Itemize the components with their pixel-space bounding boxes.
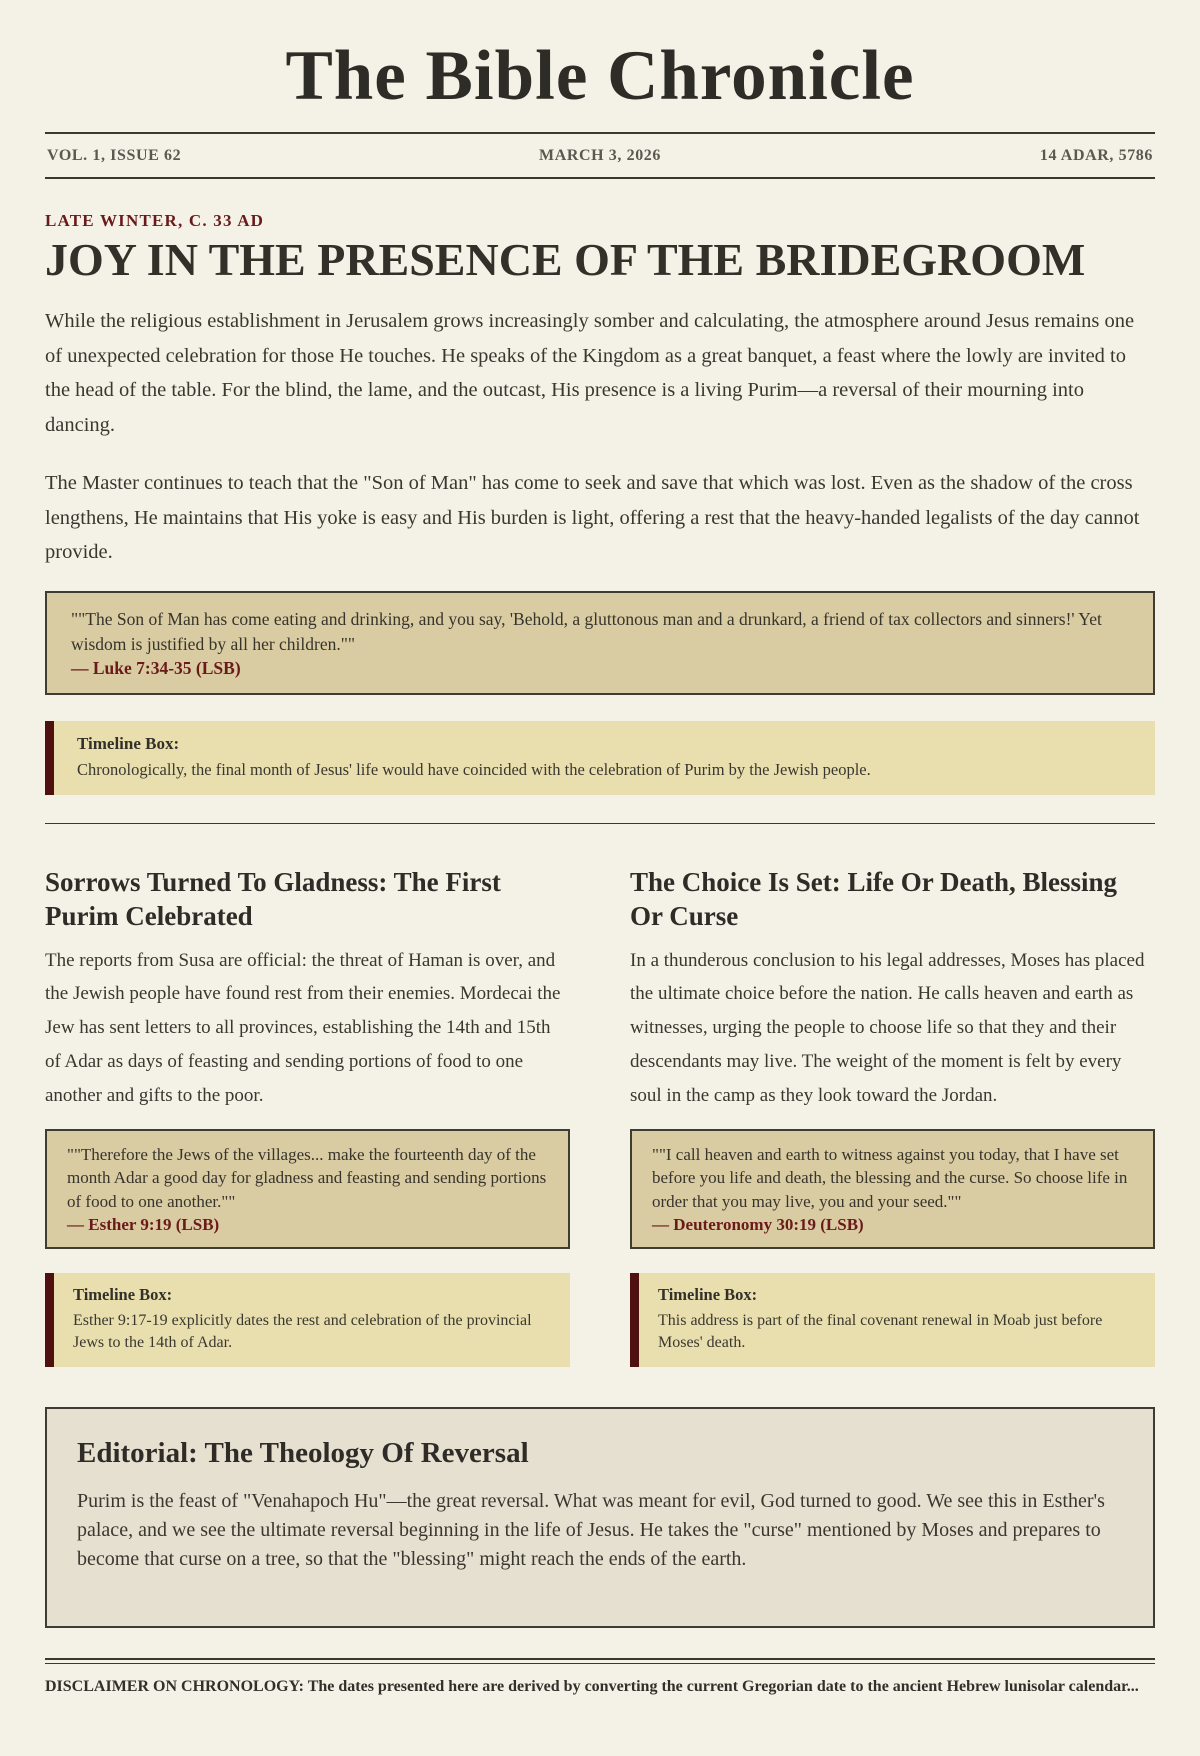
quote-citation: — Deuteronomy 30:19 (LSB) <box>652 1215 864 1235</box>
column-right-article <box>630 866 1155 1367</box>
quote-text: ""I call heaven and earth to witness against you today, that I have set before you life and death, the blessing and the curse. So choose life in order that you may live, you and your seed."" <box>652 1144 1128 1211</box>
timeline-box <box>45 721 1155 795</box>
quote-text: ""Therefore the Jews of the villages... make the fourteenth day of the month Adar a good day for gladness and feasting and sending portions of food to one another."" <box>67 1144 547 1211</box>
column-left-body: The reports from Susa are official: the threat of Haman is over, and the Jewish people have found rest from their enemies. Mordecai the Jew has sent letters to all provinces, establishing the 14th and 15th of Adar as days of feasting and sending portions of food to one another and gifts to the poor. <box>45 949 561 1106</box>
timeline-box-text: Chronologically, the final month of Jesus' life would have coincided with the celebration of Purim by the Jewish people. <box>77 759 871 779</box>
timeline-box <box>630 1273 1155 1367</box>
editorial-body: Purim is the feast of "Venahapoch Hu"—the great reversal. What was meant for evil, God turned to good. We see this in Esther's palace, and we see the ultimate reversal beginning in the life of Jesus. He takes the "curse" mentioned by Moses and prepares to become that curse on a tree, so that the "blessing" might reach the ends of the earth. <box>77 1489 1105 1570</box>
footer-double-rule <box>45 1658 1155 1664</box>
column-left-article <box>45 866 570 1367</box>
dateline-hebrew-date: 14 ADAR, 5786 <box>1039 146 1154 164</box>
masthead-title: The Bible Chronicle <box>285 37 915 115</box>
column-left-heading: Sorrows Turned To Gladness: The First Purim Celebrated <box>45 867 501 931</box>
scripture-quote-box <box>45 1129 570 1249</box>
article-kicker: LATE WINTER, C. 33 AD <box>45 210 265 230</box>
timeline-box-label: Timeline Box: <box>73 1284 173 1304</box>
timeline-box-label: Timeline Box: <box>77 733 180 753</box>
quote-citation: — Esther 9:19 (LSB) <box>67 1215 220 1235</box>
masthead-rule-bottom <box>45 177 1155 179</box>
dateline-volume: VOL. 1, ISSUE 62 <box>47 146 182 164</box>
article-paragraph-2: The Master continues to teach that the "Son of Man" has come to seek and save that which was lost. Even as the shadow of the cross lengthens, He maintains that His yoke is easy and His burden is light, offering a rest that the heavy-handed legalists of the day cannot provide. <box>45 472 1140 563</box>
section-divider-rule <box>45 823 1155 824</box>
timeline-box-label: Timeline Box: <box>658 1284 758 1304</box>
chronology-disclaimer: DISCLAIMER ON CHRONOLOGY: The dates presented here are derived by converting the current Gregorian date to the ancient Hebrew lunisolar calendar... <box>45 1677 1139 1695</box>
dateline <box>45 134 1155 177</box>
timeline-box <box>45 1273 570 1367</box>
timeline-box-text: This address is part of the final covenant renewal in Moab just before Moses' death. <box>658 1311 1103 1351</box>
dateline-gregorian-date: MARCH 3, 2026 <box>539 146 662 164</box>
page-footer <box>45 1658 1155 1698</box>
article-headline: JOY IN THE PRESENCE OF THE BRIDEGROOM <box>45 233 1086 285</box>
article-paragraph-1: While the religious establishment in Jerusalem grows increasingly somber and calculating, the atmosphere around Jesus remains one of unexpected celebration for those He touches. He speaks of the Kingdom as a great banquet, a feast where the lowly are invited to the head of the table. For the blind, the lame, and the outcast, His presence is a living Purim—a reversal of their mourning into dancing. <box>45 310 1135 436</box>
quote-text: ""The Son of Man has come eating and drinking, and you say, 'Behold, a gluttonous man and a drunkard, a friend of tax collectors and sinners!' Yet wisdom is justified by all her children."" <box>71 609 1102 654</box>
editorial-box <box>45 1407 1155 1628</box>
scripture-quote-box <box>45 591 1155 695</box>
column-right-heading: The Choice Is Set: Life Or Death, Blessing Or Curse <box>630 867 1117 931</box>
timeline-box-text: Esther 9:17-19 explicitly dates the rest and celebration of the provincial Jews to the 14th of Adar. <box>73 1311 532 1351</box>
lead-article <box>45 211 1155 795</box>
scripture-quote-box <box>630 1129 1155 1249</box>
masthead <box>45 37 1155 179</box>
editorial-title: Editorial: The Theology Of Reversal <box>77 1436 529 1469</box>
quote-citation: — Luke 7:34-35 (LSB) <box>71 658 241 679</box>
two-column-section <box>45 866 1155 1367</box>
column-right-body: In a thunderous conclusion to his legal addresses, Moses has placed the ultimate choice before the nation. He calls heaven and earth as witnesses, urging the people to choose life so that they and their descendants may live. The weight of the moment is felt by every soul in the camp as they look toward the Jordan. <box>630 949 1145 1106</box>
